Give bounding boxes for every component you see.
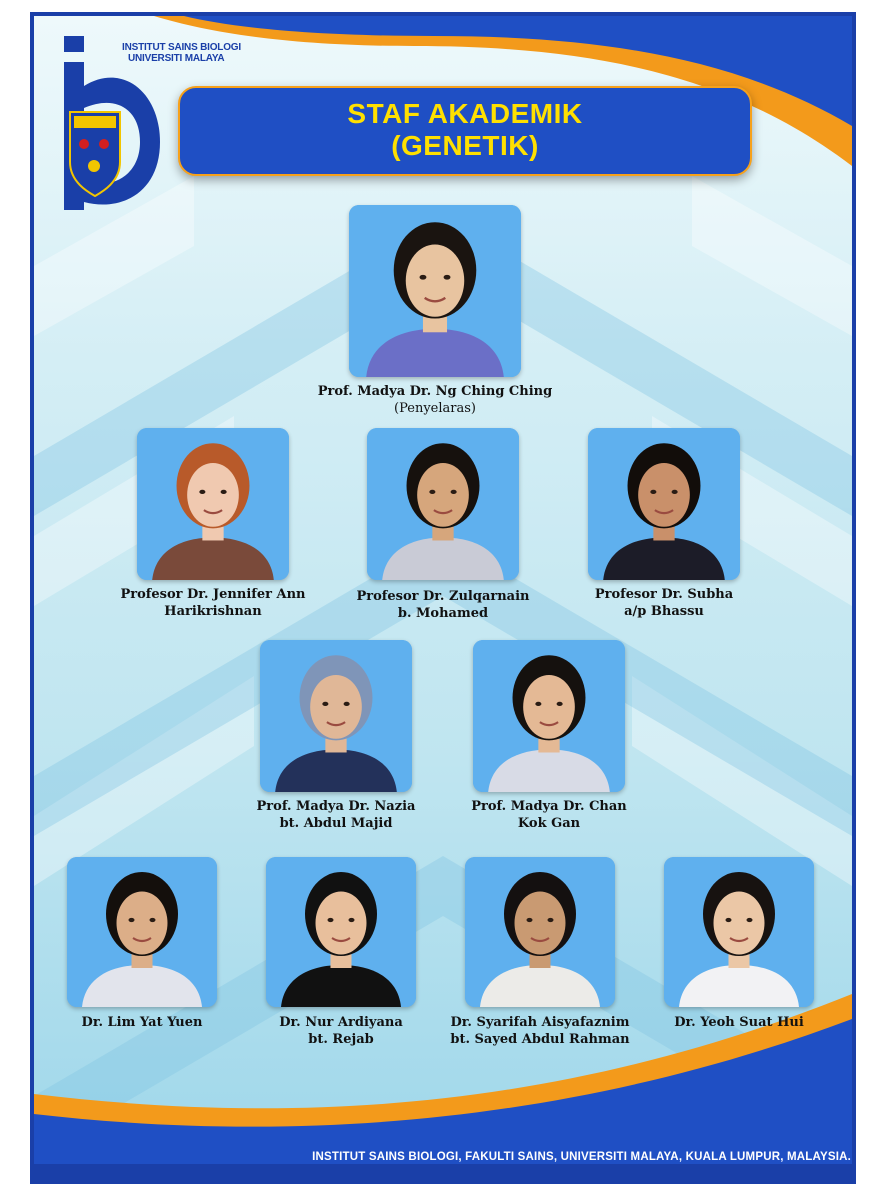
- staff-name: Dr. Lim Yat Yuen: [81, 1015, 203, 1030]
- footer-address: INSTITUT SAINS BIOLOGI, FAKULTI SAINS, UNIVERSITI MALAYA, KUALA LUMPUR, MALAYSIA.: [312, 1151, 851, 1163]
- portrait-silhouette: [664, 857, 814, 1007]
- staff-caption: [93, 586, 333, 620]
- staff-photo: [266, 857, 416, 1007]
- staff-photo: [349, 205, 521, 377]
- portrait-silhouette: [349, 205, 521, 377]
- staff-name: Profesor Dr. Subha: [594, 587, 734, 602]
- logo-line-1: INSTITUT SAINS BIOLOGI: [122, 42, 241, 53]
- logo-line-2: UNIVERSITI MALAYA: [128, 53, 225, 64]
- staff-caption: [430, 1014, 650, 1048]
- staff-caption: [216, 798, 456, 832]
- portrait-silhouette: [465, 857, 615, 1007]
- staff-name: Prof. Madya Dr. Ng Ching Ching: [317, 384, 553, 399]
- staff-caption: [429, 798, 669, 832]
- staff-photo: [473, 640, 625, 792]
- portrait-silhouette: [137, 428, 289, 580]
- staff-name: Profesor Dr. Zulqarnain: [356, 589, 530, 604]
- staff-name: Dr. Yeoh Suat Hui: [674, 1015, 804, 1030]
- portrait-silhouette: [473, 640, 625, 792]
- page-title: STAF AKADEMIK: [347, 98, 583, 129]
- staff-photo: [67, 857, 217, 1007]
- staff-caption: [42, 1014, 242, 1031]
- portrait-silhouette: [367, 428, 519, 580]
- staff-name: Profesor Dr. Jennifer Ann: [120, 587, 306, 602]
- portrait-silhouette: [588, 428, 740, 580]
- staff-name: Prof. Madya Dr. Nazia: [256, 799, 416, 814]
- staff-caption: [241, 1014, 441, 1048]
- staff-name-line-2: Harikrishnan: [164, 604, 262, 619]
- staff-name-line-2: Kok Gan: [517, 816, 581, 831]
- staff-photo: [137, 428, 289, 580]
- staff-photo: [465, 857, 615, 1007]
- logo-text: [122, 42, 241, 64]
- page-subtitle: (GENETIK): [391, 130, 539, 161]
- staff-name-line-2: bt. Rejab: [308, 1032, 374, 1047]
- staff-photo: [367, 428, 519, 580]
- staff-role: (Penyelaras): [394, 401, 476, 416]
- staff-name-line-2: a/p Bhassu: [624, 604, 704, 619]
- staff-name: Dr. Syarifah Aisyafaznim: [450, 1015, 630, 1030]
- portrait-silhouette: [260, 640, 412, 792]
- staff-name: Prof. Madya Dr. Chan: [471, 799, 627, 814]
- staff-caption: [639, 1014, 839, 1031]
- staff-name: Dr. Nur Ardiyana: [279, 1015, 403, 1030]
- staff-photo: [588, 428, 740, 580]
- portrait-silhouette: [266, 857, 416, 1007]
- staff-name-line-2: b. Mohamed: [397, 606, 489, 621]
- staff-name-line-2: bt. Sayed Abdul Rahman: [450, 1032, 630, 1047]
- title-banner: [178, 86, 752, 176]
- staff-photo: [664, 857, 814, 1007]
- staff-caption: [323, 588, 563, 622]
- staff-name-line-2: bt. Abdul Majid: [279, 816, 393, 831]
- staff-photo: [260, 640, 412, 792]
- staff-caption: [285, 383, 585, 417]
- staff-caption: [544, 586, 784, 620]
- portrait-silhouette: [67, 857, 217, 1007]
